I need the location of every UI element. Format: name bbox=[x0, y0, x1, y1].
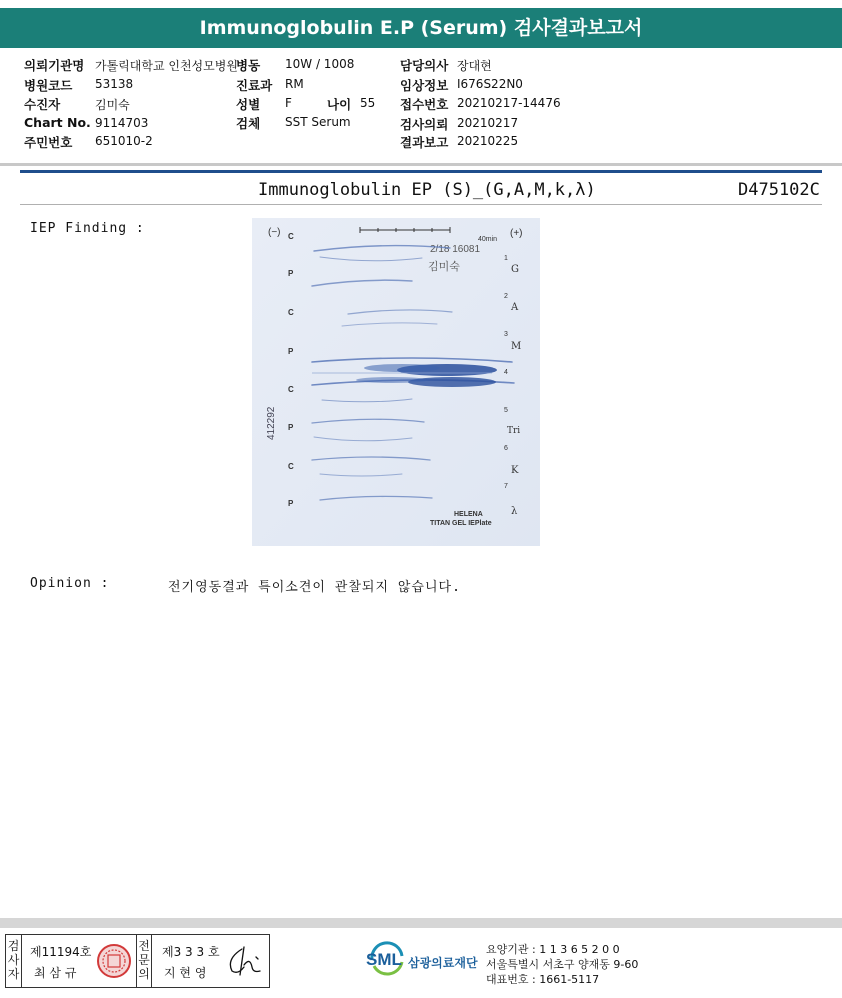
phone-line: 대표번호 : 1661-5117 bbox=[486, 973, 600, 986]
seal-stamp-icon bbox=[96, 943, 132, 979]
doctor-label: 담당의사 bbox=[400, 58, 449, 73]
specialist-name: 지 현 영 bbox=[164, 966, 207, 980]
chart-no-label: Chart No. bbox=[24, 115, 91, 130]
test-name: Immunoglobulin EP (S)_(G,A,M,k,λ) bbox=[258, 180, 596, 200]
positive-pole-label: (+) bbox=[510, 228, 523, 239]
clinical-value: I676S22N0 bbox=[457, 77, 523, 91]
chart-no-value: 9114703 bbox=[95, 116, 149, 130]
divider bbox=[0, 163, 842, 166]
specimen-value: SST Serum bbox=[285, 115, 351, 129]
institution-label: 의뢰기관명 bbox=[24, 58, 85, 73]
ward-value: 10W / 1008 bbox=[285, 57, 355, 71]
handwritten-signature bbox=[222, 943, 266, 979]
lane-label: C bbox=[288, 232, 294, 241]
hospital-code-label: 병원코드 bbox=[24, 78, 73, 93]
antiserum-label: λ bbox=[511, 506, 518, 517]
foundation-name: 삼광의료재단 bbox=[408, 956, 478, 970]
negative-pole-label: (−) bbox=[268, 227, 281, 238]
patient-value: 김미숙 bbox=[95, 98, 130, 112]
section-rule bbox=[20, 170, 822, 173]
age-label: 나이 bbox=[327, 97, 352, 112]
footer-divider bbox=[0, 918, 842, 928]
lane-label: C bbox=[288, 462, 294, 471]
antiserum-label: G bbox=[511, 264, 519, 275]
request-value: 20210217 bbox=[457, 116, 519, 130]
lane-number: 1 bbox=[504, 255, 508, 262]
lane-number: 7 bbox=[504, 483, 508, 490]
examiner-license-no: 제11194호 bbox=[30, 945, 92, 959]
antiserum-label: M bbox=[511, 341, 522, 352]
lane-number: 3 bbox=[504, 331, 508, 338]
iep-finding-label: IEP Finding : bbox=[30, 221, 145, 236]
footer-address bbox=[486, 942, 638, 987]
specialist-license-no: 제3 3 3 호 bbox=[162, 945, 220, 959]
signature-box bbox=[5, 934, 270, 988]
lane-number: 4 bbox=[504, 369, 508, 376]
gel-brand-product: TITAN GEL IEPlate bbox=[430, 520, 492, 527]
lane-label: P bbox=[288, 269, 294, 278]
antiserum-label: Tri bbox=[507, 426, 521, 436]
lane-number: 2 bbox=[504, 293, 508, 300]
opinion-label: Opinion : bbox=[30, 576, 110, 591]
clinical-label: 임상정보 bbox=[400, 78, 449, 93]
doctor-value: 장대현 bbox=[457, 59, 492, 73]
gel-name-note: 김미숙 bbox=[428, 260, 460, 273]
specialist-vertical-text: 전문의 bbox=[138, 939, 150, 981]
age-value: 55 bbox=[360, 96, 376, 110]
examiner-vertical-label bbox=[6, 935, 22, 987]
antiserum-label: K bbox=[511, 465, 519, 476]
lane-label: C bbox=[288, 385, 294, 394]
lane-label: P bbox=[288, 499, 294, 508]
dept-label: 진료과 bbox=[236, 78, 273, 93]
receipt-label: 접수번호 bbox=[400, 97, 449, 112]
ward-label: 병동 bbox=[236, 58, 261, 73]
logo-text: SML bbox=[366, 950, 402, 969]
scale-label: 40min bbox=[478, 236, 498, 243]
sex-label: 성별 bbox=[236, 97, 261, 112]
address-line: 서울특별시 서초구 양재동 9-60 bbox=[486, 958, 639, 971]
lane-label: P bbox=[288, 423, 294, 432]
rrn-label: 주민번호 bbox=[24, 135, 73, 150]
receipt-value: 20210217-14476 bbox=[457, 96, 561, 110]
opinion-text: 전기영동결과 특이소견이 관찰되지 않습니다. bbox=[168, 580, 461, 595]
request-label: 검사의뢰 bbox=[400, 117, 449, 132]
lane-number: 6 bbox=[504, 445, 508, 452]
examiner-vertical-text: 검사자 bbox=[7, 939, 20, 981]
antiserum-label: A bbox=[511, 302, 519, 313]
examiner-name: 최 삼 규 bbox=[34, 966, 77, 980]
rrn-value: 651010-2 bbox=[95, 134, 153, 148]
gel-plate bbox=[252, 218, 540, 546]
dept-value: RM bbox=[285, 77, 304, 91]
lane-label: P bbox=[288, 347, 294, 356]
specialist-vertical-label bbox=[136, 935, 152, 987]
iep-gel-image bbox=[252, 218, 540, 546]
institution-value: 가톨릭대학교 인천성모병원 bbox=[95, 59, 238, 73]
report-date-label: 결과보고 bbox=[400, 135, 449, 150]
report-date-value: 20210225 bbox=[457, 134, 519, 148]
patient-info-block bbox=[0, 52, 842, 160]
specimen-label: 검체 bbox=[236, 116, 261, 131]
gel-brand: HELENA bbox=[454, 511, 483, 518]
divider-thin bbox=[20, 204, 822, 205]
report-title: Immunoglobulin E.P (Serum) 검사결과보고서 bbox=[0, 8, 842, 48]
gel-date-note: 2/18 16081 bbox=[430, 244, 481, 255]
patient-label: 수진자 bbox=[24, 97, 61, 112]
hospital-code-value: 53138 bbox=[95, 77, 134, 91]
lane-label: C bbox=[288, 308, 294, 317]
test-code: D475102C bbox=[738, 180, 820, 200]
gel-side-code: 412292 bbox=[266, 406, 277, 440]
lane-number: 5 bbox=[504, 407, 508, 414]
sex-value: F bbox=[285, 96, 292, 110]
institution-code: 요양기관 : 1 1 3 6 5 2 0 0 bbox=[486, 943, 620, 956]
